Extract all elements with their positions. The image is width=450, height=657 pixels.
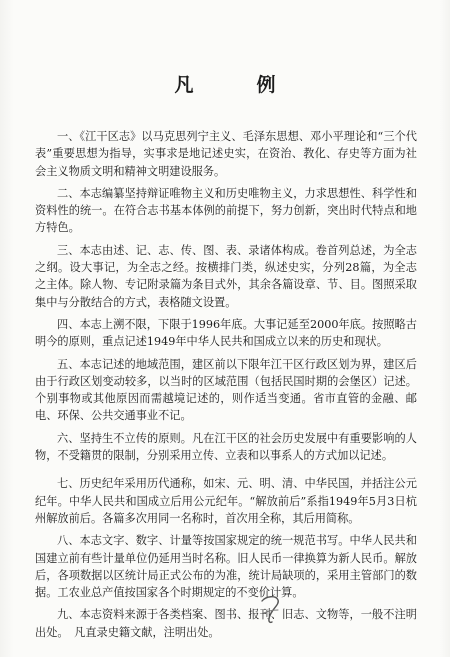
document-body	[35, 128, 417, 646]
paragraph-5: 五、本志记述的地域范围，建区前以下限年江干区行政区划为界，建区后由于行政区划变动较多，以当时的区域范围（包括民国时期的会堡区）记述。个别事物或其他原因而需越境记述的，则作适当变通。省市直管的金融、邮电、环保、公共交通事业不记。	[35, 357, 417, 423]
paragraph-7: 七、历史纪年采用历代通称，如宋、元、明、清、中华民国，并括注公元纪年。中华人民共和国成立后用公元纪年。“解放前后”系指1949年5月3日杭州解放前后。各篇多次用同一名称时，首次用全称，其后用简称。	[35, 477, 417, 525]
paragraph-3: 三、本志由述、记、志、传、图、表、录诸体构成。卷首列总述，为全志之纲。设大事记，为全志之经。按横排门类，纵述史实，分列28篇，为全志之主体。除人物、专记附录篇为条目式外，其余各篇设章、节、目。图照采取集中与分散结合的方式，表格随文设置。	[35, 243, 417, 309]
handwritten-mark-icon	[256, 592, 286, 626]
paragraph-4: 四、本志上溯不限，下限于1996年底。大事记延至2000年底。按照略古明今的原则，重点记述1949年中华人民共和国成立以来的历史和现状。	[35, 317, 417, 349]
paragraph-2: 二、本志编纂坚持辩证唯物主义和历史唯物主义，力求思想性、科学性和资料性的统一。在符合志书基本体例的前提下，努力创新，突出时代特点和地方特色。	[35, 186, 417, 235]
paragraph-1: 一、《江干区志》以马克思列宁主义、毛泽东思想、邓小平理论和“三个代表”重要思想为指导，实事求是地记述史实，在资治、教化、存史等方面为社会主义物质文明和精神文明建设服务。	[35, 130, 417, 178]
paragraph-9: 九、本志资料来源于各类档案、图书、报刊、旧志、文物等，一般不注明出处。 凡直录史籍文献，注明出处。	[35, 608, 417, 639]
paragraph-8: 八、本志文字、数字、计量等按国家规定的统一规范书写。中华人民共和国建立前有些计量单位仍延用当时名称。旧人民币一律换算为新人民币。解放后，各项数据以区统计局正式公布的为准，统计局缺项的，采用主管部门的数据。工农业总产值按国家各个时期规定的不变价计算。	[35, 534, 417, 600]
page-title: 凡 例	[174, 74, 298, 96]
paragraph-6: 六、坚持生不立传的原则。凡在江干区的社会历史发展中有重要影响的人物，不受籍贯的限制，分别采用立传、立表和以事系人的方式加以记述。	[35, 431, 417, 463]
